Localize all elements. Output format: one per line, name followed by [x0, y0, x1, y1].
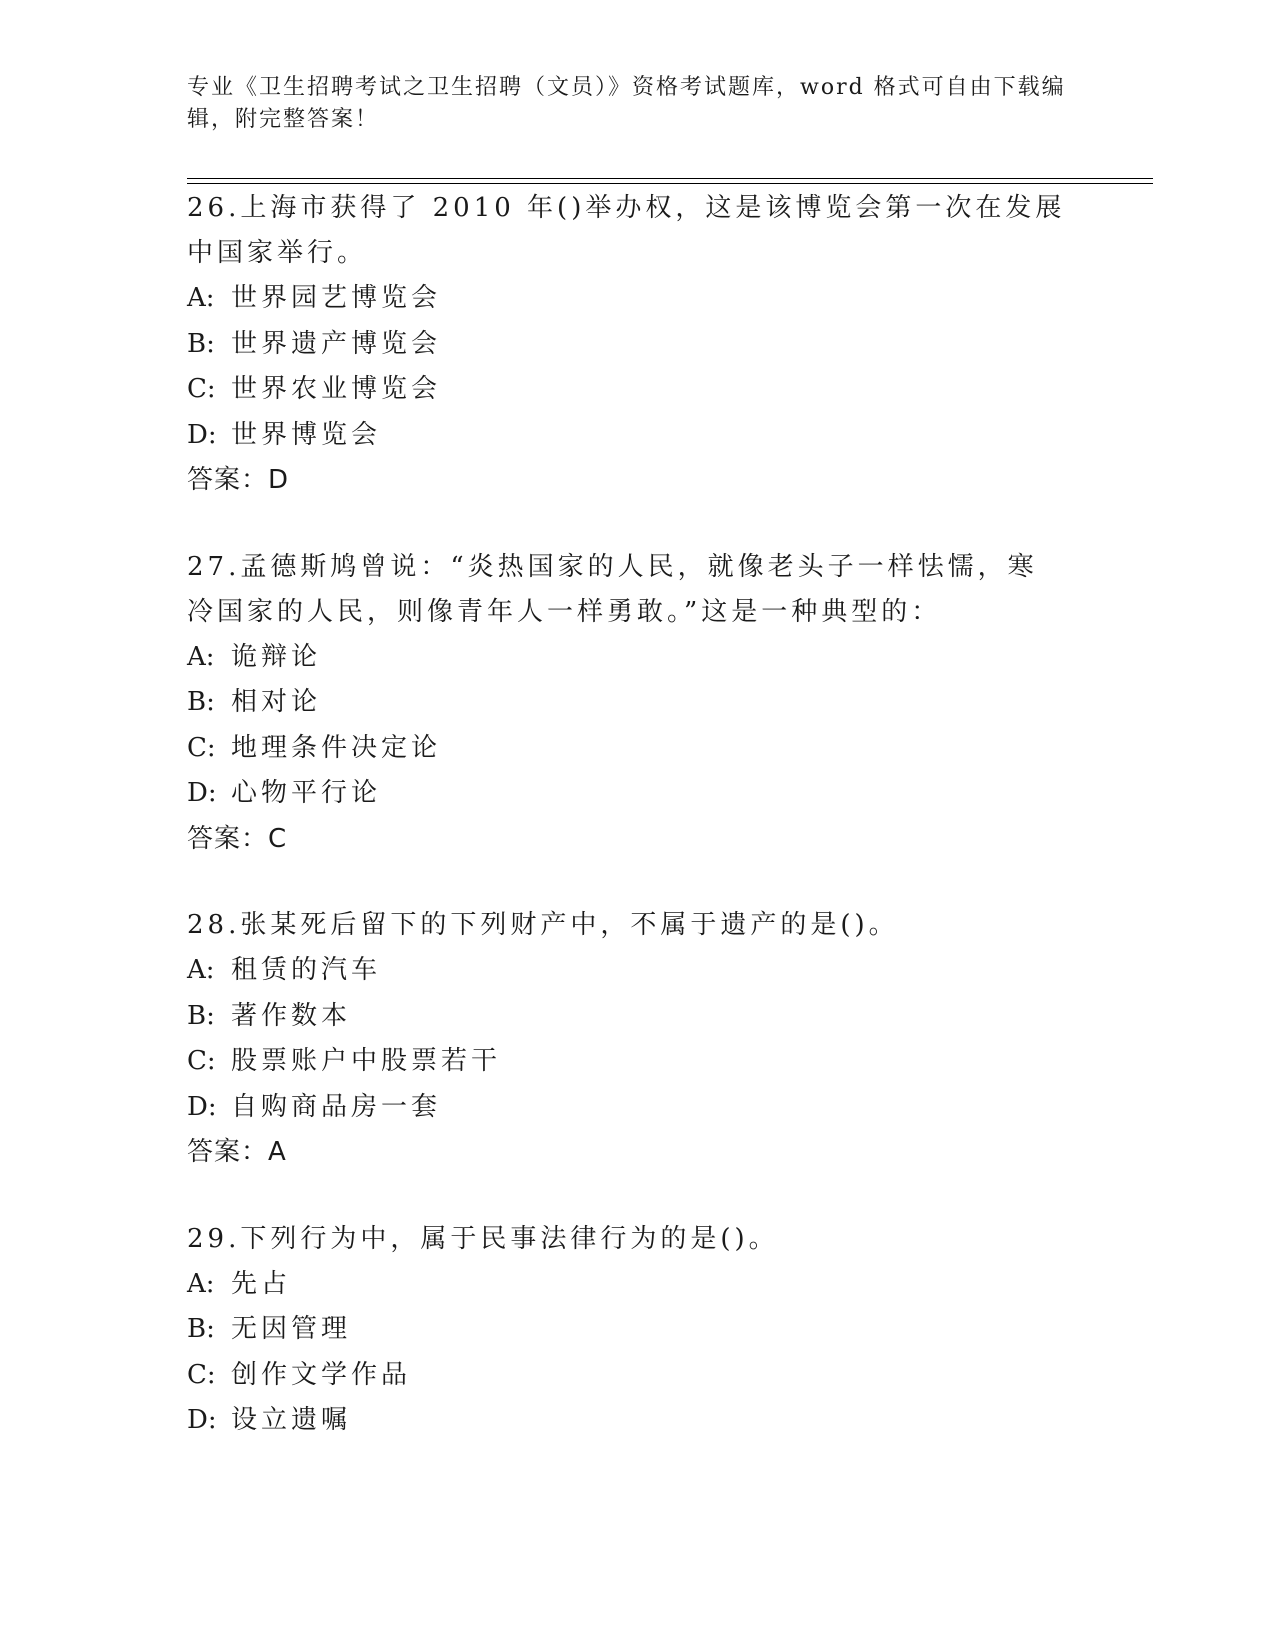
header-divider-top — [187, 178, 1153, 179]
answer-line: 答案：A — [187, 1137, 287, 1167]
header-intro-text: 专业《卫生招聘考试之卫生招聘（文员）》资格考试题库，word 格式可自由下载编辑，附完整答案！ — [187, 75, 1066, 132]
option-letter: B: — [187, 328, 215, 359]
option-letter: A: — [187, 283, 215, 313]
option-letter: D: — [187, 1091, 217, 1122]
option-letter: D: — [187, 419, 217, 450]
option-a — [187, 1262, 1087, 1308]
option-letter: D: — [187, 778, 217, 808]
option-b — [187, 994, 1087, 1040]
question-28 — [187, 903, 1087, 1176]
option-text: 无因管理 — [231, 1314, 352, 1344]
option-a — [187, 635, 1087, 681]
option-text: 相对论 — [231, 687, 322, 717]
option-d — [187, 1085, 1087, 1131]
option-d — [187, 413, 1087, 459]
option-d — [187, 771, 1087, 817]
option-text: 股票账户中股票若干 — [231, 1046, 502, 1076]
option-letter: A: — [187, 641, 215, 672]
option-c — [187, 367, 1087, 413]
question-stem: 27.孟德斯鸠曾说：“炎热国家的人民，就像老头子一样怯懦，寒冷国家的人民，则像青年人一样勇敢。”这是一种典型的： — [187, 551, 1038, 627]
option-c — [187, 1039, 1087, 1085]
option-b — [187, 1307, 1087, 1353]
option-letter: A: — [187, 955, 215, 985]
question-26 — [187, 186, 1087, 504]
question-stem: 26.上海市获得了 2010 年()举办权，这是该博览会第一次在发展中国家举行。 — [187, 193, 1066, 268]
option-text: 创作文学作品 — [231, 1359, 412, 1390]
option-c — [187, 726, 1087, 772]
option-text: 租赁的汽车 — [231, 955, 382, 985]
option-a — [187, 948, 1087, 994]
option-letter: C: — [187, 1359, 216, 1390]
question-29 — [187, 1217, 1087, 1444]
option-text: 心物平行论 — [231, 778, 382, 808]
option-letter: B: — [187, 1000, 215, 1031]
answer-line: 答案：D — [187, 465, 290, 495]
option-letter: B: — [187, 1314, 215, 1344]
option-c — [187, 1353, 1087, 1399]
option-letter: C: — [187, 1046, 216, 1076]
option-text: 设立遗嘱 — [231, 1405, 352, 1435]
option-text: 诡辩论 — [231, 641, 322, 672]
option-text: 世界博览会 — [231, 419, 382, 450]
option-letter: B: — [187, 687, 215, 717]
option-letter: D: — [187, 1405, 217, 1435]
option-text: 世界遗产博览会 — [231, 328, 442, 359]
question-stem: 28.张某死后留下的下列财产中，不属于遗产的是()。 — [187, 910, 899, 940]
option-text: 著作数本 — [231, 1000, 352, 1031]
option-d — [187, 1398, 1087, 1444]
question-list — [187, 186, 1087, 1485]
document-header — [187, 72, 1067, 136]
header-divider-bottom — [187, 183, 1153, 184]
option-letter: C: — [187, 732, 216, 763]
option-a — [187, 276, 1087, 322]
option-text: 世界农业博览会 — [231, 374, 442, 404]
option-letter: C: — [187, 374, 216, 404]
question-stem: 29.下列行为中，属于民事法律行为的是()。 — [187, 1223, 779, 1254]
option-text: 地理条件决定论 — [231, 732, 442, 763]
option-b — [187, 322, 1087, 368]
option-letter: A: — [187, 1268, 215, 1299]
option-text: 自购商品房一套 — [231, 1091, 442, 1122]
option-b — [187, 680, 1087, 726]
option-text: 世界园艺博览会 — [231, 283, 442, 313]
question-27 — [187, 545, 1087, 863]
answer-line: 答案：C — [187, 823, 288, 854]
option-text: 先占 — [231, 1268, 292, 1299]
